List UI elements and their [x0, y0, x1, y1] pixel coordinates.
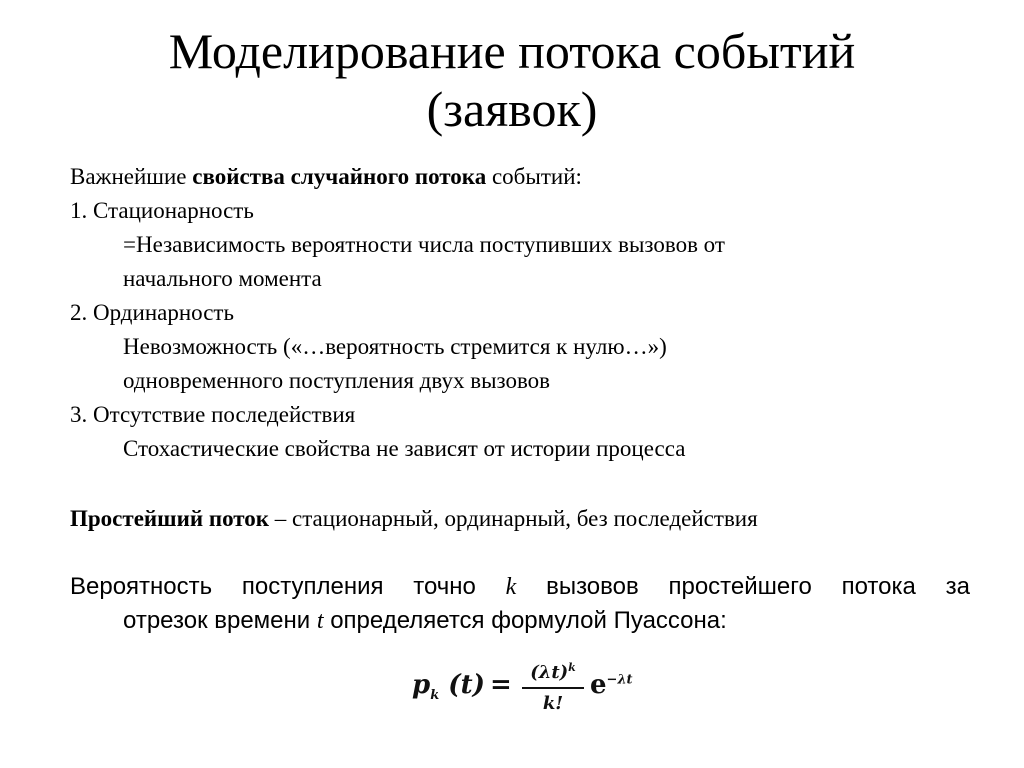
property-2-line-1: Невозможность («…вероятность стремится к нулю…») [123, 334, 667, 359]
formula-exp-power: −λt [606, 672, 633, 688]
poisson-line-2-prefix: отрезок времени [123, 607, 317, 634]
slide-title-line-1: Моделирование потока событий [168, 23, 856, 79]
formula-exponential [590, 670, 633, 700]
slide-title-line-2: (заявок) [426, 81, 598, 137]
poisson-line-1 [70, 570, 970, 604]
poisson-formula [412, 656, 652, 720]
property-1-line-2: начального момента [123, 266, 322, 291]
intro-line [70, 160, 582, 194]
property-2-heading: 2. Ординарность [70, 300, 234, 325]
formula-lhs [412, 670, 485, 703]
formula-denominator: k! [542, 693, 564, 714]
formula-exp-base: e [590, 670, 607, 700]
poisson-var-k: k [505, 574, 517, 600]
poisson-var-t: t [316, 608, 324, 634]
formula-fraction-bar [522, 687, 584, 689]
intro-bold: свойства случайного потока [192, 164, 487, 189]
formula-lhs-symbol: p [412, 670, 431, 700]
property-2-line-2: одновременного поступления двух вызовов [123, 368, 551, 393]
property-1-line-1: =Независимость вероятности числа поступивших вызовов от [123, 232, 725, 257]
poisson-word: Вероятность [70, 573, 213, 600]
definition-text: – стационарный, ординарный, без последействия [269, 506, 758, 531]
formula-numerator-exponent: k [568, 661, 576, 674]
property-3-heading: 3. Отсутствие последействия [70, 402, 356, 427]
formula-equals: = [490, 670, 512, 700]
formula-lhs-subscript: k [430, 688, 440, 704]
poisson-word: простейшего [668, 573, 812, 600]
poisson-word: вызовов [546, 573, 639, 600]
intro-suffix: событий: [486, 164, 582, 189]
property-3-line-1: Стохастические свойства не зависят от истории процесса [123, 436, 686, 461]
property-1-heading: 1. Стационарность [70, 198, 254, 223]
formula-fraction [522, 656, 584, 717]
poisson-word: точно [413, 573, 476, 600]
poisson-line-2-suffix: определяется формулой Пуассона: [323, 607, 727, 634]
intro-prefix: Важнейшие [70, 164, 193, 189]
poisson-line-2 [123, 604, 727, 638]
poisson-word: поступления [241, 573, 384, 600]
formula-numerator-base: (λt) [530, 662, 569, 683]
definition-term: Простейший поток [70, 506, 270, 531]
poisson-word: потока [841, 573, 916, 600]
formula-numerator [522, 656, 584, 685]
poisson-word: за [945, 573, 970, 600]
formula-lhs-argument: (t) [448, 670, 485, 700]
definition-line [70, 502, 758, 536]
slide-title [0, 22, 1024, 138]
